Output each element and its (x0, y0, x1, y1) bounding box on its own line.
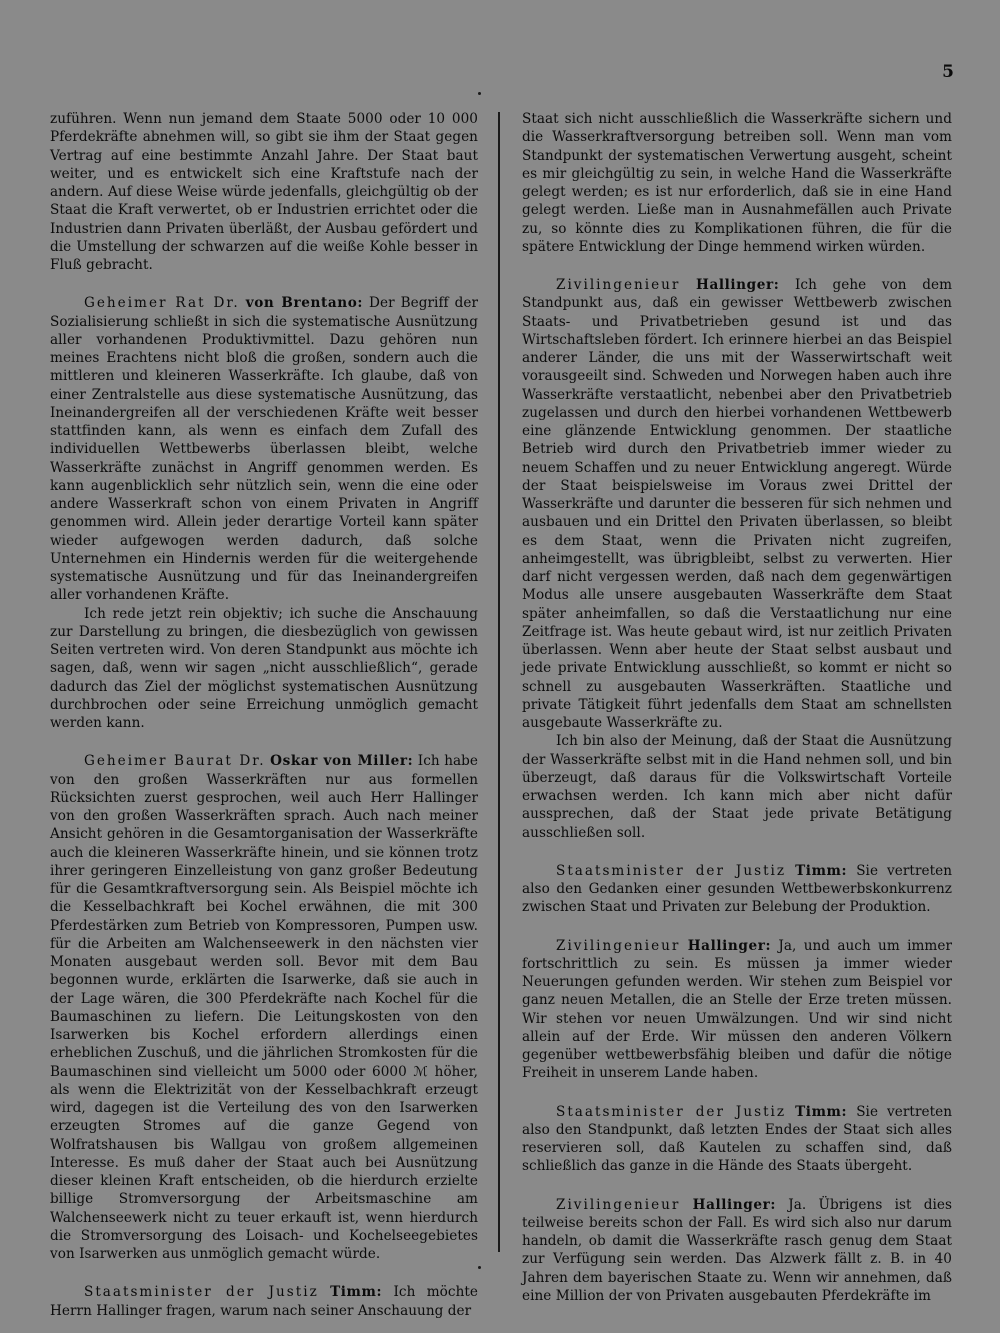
print-mark (478, 1266, 481, 1269)
paragraph-text: zuführen. Wenn nun jemand dem Staate 5000 oder 10 000 Pferdekräfte abnehmen will, so gibt sie ihm der Staat gegen Vertrag auf eine bestimmte Anzahl Jahre. Der Staat baut weiter, und es entwickelt sich eine Kraftstufe nach der andern. Auf diese Weise würde jedenfalls, gleichgültig ob der Staat die Kraft verwertet, ob er Industrien errichtet oder die Industrien dann Privaten überläßt, der Ausbau gefördert und die Umstellung der schwarzen auf die weiße Kohle besser in Fluß gebracht. (50, 111, 478, 273)
page-number: 5 (942, 62, 954, 82)
left-column (50, 110, 478, 1320)
speech-paragraph (522, 862, 952, 917)
speech-paragraph (50, 1283, 478, 1320)
speaker-name: Timm: (330, 1284, 383, 1301)
speaker-name: Hallinger: (692, 1196, 777, 1213)
print-mark (478, 92, 481, 95)
right-column (522, 110, 952, 1305)
speaker-title: Staatsminister der Justiz (556, 1103, 787, 1120)
paragraph (50, 110, 478, 274)
speech-paragraph (50, 294, 478, 604)
speaker-name: Timm: (795, 1103, 848, 1120)
paragraph (522, 110, 952, 256)
column-divider (498, 112, 500, 1252)
paragraph-text: Ja, und auch um immer fortschrittlich zu sein. Es müssen ja immer wieder Neuerungen gefunden werden. Wir stehen zum Beispiel vor ganz neuen Metallen, die an Stelle der Erze treten müssen. Wir stehen vor neuen Umwälzungen. Und wir sind nicht allein auf der Erde. Wir müssen den anderen Völkern gegenüber wettbewerbsfähig bleiben und dafür die nötige Freiheit in unserem Lande haben. (522, 937, 953, 1082)
paragraph-text: Ich gehe von dem Standpunkt aus, daß ein gewisser Wettbewerb zwischen Staats- und Privatbetrieben gesund ist und das Wirtschaftsleben fördert. Ich erinnere hierbei an das Beispiel anderer Länder, die uns mit der Wasserwirtschaft weit vorausgeeilt sind. Schweden und Norwegen haben auch ihre Wasserkräfte verstaatlicht, nebenbei aber den Privatbetrieb zugelassen und durch den hierbei vorhandenen Wettbewerb eine glänzende Entwicklung genommen. Der staatliche Betrieb wird durch den Privatbetrieb immer wieder zu neuem Schaffen und zu neuer Entwicklung angeregt. Würde der Staat beispielsweise im Voraus zwei Drittel der Wasserkräfte und darunter die besseren für sich nehmen und ausbauen und ein Drittel den Privaten überlassen, so bleibt es dem Staat, wenn die Privaten nicht zugreifen, anheimgestellt, was übrigbleibt, selbst zu verwerten. Hier darf nicht vergessen werden, daß nach dem gegenwärtigen Modus alle unsere ausgebauten Wasserkräfte dem Staat später anheimfallen, so daß die Verstaatlichung nur eine Zeitfrage ist. Was heute gebaut wird, ist nur zeitlich Privaten überlassen. Wenn aber heute der Staat selbst ausbaut und jede private Entwicklung ausschließt, so kommt er nicht so schnell zu ausgebauten Wasserkräften. Staatliche und private Tätigkeit führt jedenfalls dem Staat am schnellsten ausgebaute Wasserkräfte zu. (522, 277, 953, 731)
paragraph-text: Ich habe von den großen Wasserkräften nur aus formellen Rücksichten zuerst gesprochen, weil auch Herr Hallinger von den großen Wasserkräften sprach. Auch nach meiner Ansicht gehören in die Gesamtorganisation der Wasserkräfte auch die kleineren Wasserkräfte hinein, und sie können trotz ihrer geringeren Einzelleistung von ganz großer Bedeutung für die Gesamtkraftversorgung sein. Als Beispiel möchte ich die Kesselbachkraft bei Kochel erwähnen, die mit 300 Pferdestärken zum Betrieb von Kompressoren, Pumpen usw. für die Arbeiten am Walchenseewerk in den nächsten vier Monaten ausgebaut werden soll. Bevor mit dem Bau begonnen wurde, erklärten die Isarwerke, daß sie auch in der Lage wären, die 300 Pferdekräfte nach Kochel für die Baumaschinen zu liefern. Die Leitungskosten von den Isarwerken bis Kochel erfordern allerdings einen erheblichen Zuschuß, und die jährlichen Stromkosten für die Baumaschinen sind vielleicht um 5000 oder 6000 ℳ höher, als wenn die Elektrizität von der Kesselbachkraft erzeugt wird, dagegen ist die Verteilung des von den Isarwerken erzeugten Stromes auf die ganze Gegend von Wolfratshausen bis Wallgau von großem allgemeinen Interesse. Es muß daher der Staat auch bei Ausnützung dieser kleinen Kraft entscheiden, ob die hierdurch erzielte billige Stromversorgung der Arbeitsmaschine am Walchenseewerk nicht zu teuer erkauft ist, wenn hierdurch die Stromversorgung des Loisach- und Kochelseegebietes von Isarwerken aus unmöglich gemacht würde. (50, 753, 479, 1262)
speaker-name: Hallinger: (696, 277, 780, 293)
speech-paragraph (522, 276, 952, 732)
paragraph-text: Der Begriff der Sozialisierung schließt in sich die systematische Ausnützung aller vorhandenen Produktivmittel. Dazu gehören nun meines Erachtens nicht bloß die großen, sondern auch die mittleren und kleineren Wasserkräfte. Ich glaube, daß von einer Zentralstelle aus diese systematische Ausnützung, das Ineinandergreifen all der verschiedenen Kräfte weit besser stattfinden kann, als wenn es einfach dem Zufall des individuellen Wettbewerbs überlassen bleibt, welche Wasserkräfte zunächst in Angriff genommen werden. Es kann augenblicklich sehr nützlich sein, wenn die eine oder andere Wasserkraft schon von einem Privaten in Angriff genommen wird. Allein jeder derartige Vorteil kann später wieder aufgewogen werden dadurch, daß solche Unternehmen ein Hindernis werden für die weitergehende systematische Ausnützung und für das Ineinandergreifen aller vorhandenen Kräfte. (50, 295, 479, 604)
paragraph (50, 605, 478, 733)
speech-paragraph (50, 752, 478, 1263)
speaker-title: Staatsminister der Justiz (556, 862, 787, 879)
speaker-name: Oskar von Miller: (270, 753, 414, 770)
paragraph-text: Ja. Übrigens ist dies teilweise bereits schon der Fall. Es wird sich also nur darum handeln, ob damit die Wasserkräfte rasch genug dem Staat zur Verfügung sein werden. Das Alzwerk fällt z. B. in 40 Jahren dem bayerischen Staate zu. Wenn wir annehmen, daß eine Million der von Privaten ausgebauten Pferdekräfte im (522, 1196, 952, 1304)
paragraph-text: Sie vertreten also den Gedanken einer gesunden Wettbewerbskonkurrenz zwischen Staat und Privaten zur Belebung der Produktion. (522, 862, 952, 916)
speaker-title: Zivilingenieur (556, 1196, 681, 1213)
speaker-title: Geheimer Rat Dr. (84, 295, 240, 312)
paragraph (522, 732, 952, 842)
speaker-name: Timm: (795, 862, 848, 879)
paragraph-text: Ich rede jetzt rein objektiv; ich suche die Anschauung zur Darstellung zu bringen, die diesbezüglich von gewissen Seiten vertreten wird. Von deren Standpunkt aus möchte ich sagen, daß, wenn wir sagen „nicht ausschließlich“, gerade dadurch das Ziel der möglichst systematischen Ausnützung durchbrochen oder seine Erreichung unmöglich gemacht werden kann. (50, 605, 478, 731)
paragraph-text: Sie vertreten also den Standpunkt, daß letzten Endes der Staat sich alles reservieren soll, daß Kautelen zu schaffen sind, daß schließlich das ganze in die Hände des Staats übergeht. (522, 1103, 952, 1175)
paragraph-text: Ich bin also der Meinung, daß der Staat die Ausnützung der Wasserkräfte selbst mit in die Hand nehmen soll, und bin überzeugt, daß daraus für die Volkswirtschaft Vorteile erwachsen werden. Ich kann mich aber nicht dafür aussprechen, daß der Staat jede private Betätigung ausschließen soll. (522, 733, 952, 841)
speech-paragraph (522, 1196, 952, 1306)
speaker-name: von Brentano: (245, 295, 364, 312)
speaker-title: Staatsminister der Justiz (84, 1284, 319, 1301)
speaker-title: Geheimer Baurat Dr. (84, 753, 266, 770)
paragraph-text: Staat sich nicht ausschließlich die Wasserkräfte sichern und die Wasserkraftversorgung betreiben soll. Wenn man vom Standpunkt der systematischen Verwertung ausgeht, scheint es mir gleichgültig zu sein, in welche Hand die Wasserkräfte gelegt werden; es ist nur erforderlich, daß sie in eine Hand gelegt werden. Ließe man in Ausnahmefällen auch Private zu, so könnte dies zu Komplikationen führen, die für die spätere Entwicklung der Dinge hemmend wirken würden. (522, 111, 952, 255)
speech-paragraph (522, 1103, 952, 1176)
paragraph-text: Ich möchte Herrn Hallinger fragen, warum nach seiner Anschauung der (50, 1284, 478, 1319)
speech-paragraph (522, 937, 952, 1083)
speaker-title: Zivilingenieur (556, 937, 681, 954)
speaker-title: Zivilingenieur (556, 277, 681, 293)
speaker-name: Hallinger: (687, 937, 772, 954)
